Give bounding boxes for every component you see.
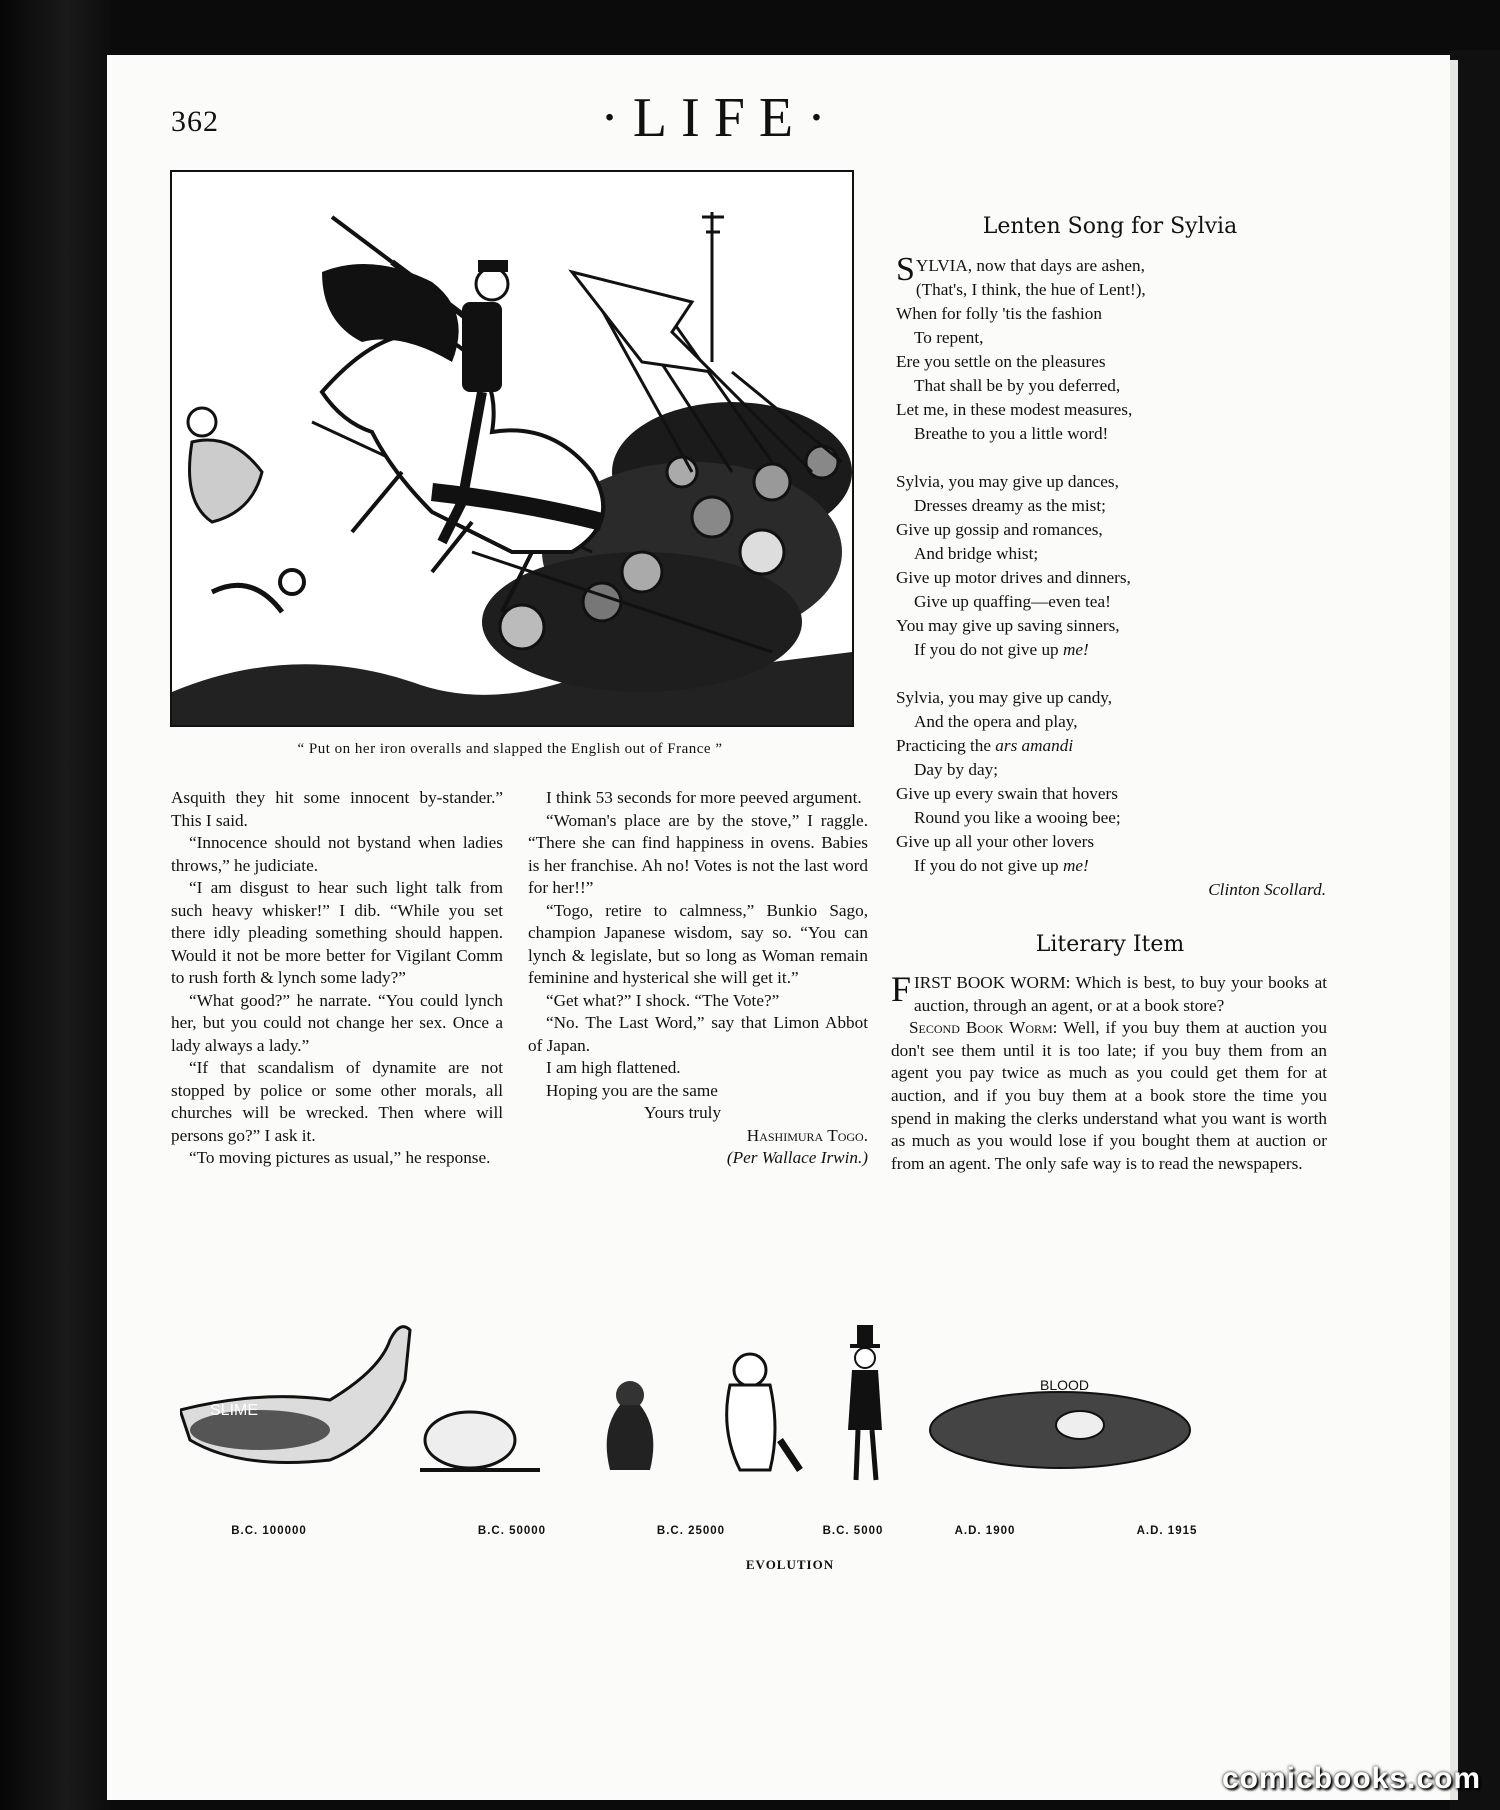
page-number: 362 xyxy=(171,105,219,138)
watermark: comicbooks.com xyxy=(1222,1762,1482,1795)
article-column-2 xyxy=(528,787,868,1170)
blood-label: BLOOD xyxy=(1040,1377,1090,1393)
second-speaker: Second Book Worm: xyxy=(909,1018,1058,1038)
poem-line xyxy=(896,638,1336,662)
poem-line: When for folly 'tis the fashion xyxy=(896,304,1102,323)
cartoon-illustration xyxy=(170,170,854,727)
gentleman-in-top-hat xyxy=(848,1325,882,1480)
evolution-label: B.C. 100000 xyxy=(231,1525,307,1537)
poem-line: You may give up saving sinners, xyxy=(896,616,1120,635)
poem-line: Breathe to you a little word! xyxy=(914,424,1109,443)
evolution-label: B.C. 5000 xyxy=(822,1525,884,1537)
literary-item-paragraph-1 xyxy=(891,969,1328,1017)
evolution-illustration xyxy=(180,1320,1340,1520)
paragraph: Hoping you are the same xyxy=(546,1080,718,1100)
paragraph: “Get what?” I shock. “The Vote?” xyxy=(546,990,780,1010)
banner-flag xyxy=(572,272,712,372)
signoff-per: (Per Wallace Irwin.) xyxy=(726,1148,868,1167)
second-text: Well, if you buy them at auction you don't see them until it is too late; if you buy them from an agent you pay twice as much as you could get them for at auction, and if you buy them at a book store the time you spend in making the clerks understand what you want is worth as much as you would lose if you bought them at auction or from an agent. The only safe way is to read the newspapers. xyxy=(891,1018,1327,1173)
poem-line: Give up quaffing—even tea! xyxy=(914,592,1111,611)
poem-title: Lenten Song for Sylvia xyxy=(982,214,1238,239)
evolution-title: EVOLUTION xyxy=(745,1557,835,1572)
fleeing-knight xyxy=(188,408,304,612)
poem-emphasis: ars amandi xyxy=(995,736,1074,755)
cartoon-caption: “ Put on her iron overalls and slapped the English out of France ” xyxy=(297,741,723,757)
poem-line: Let me, in these modest measures, xyxy=(896,400,1133,419)
poem-line xyxy=(896,734,1336,758)
poem-dropcap: S xyxy=(896,251,915,288)
poem-line: Sylvia, you may give up dances, xyxy=(896,472,1119,491)
slime-pool xyxy=(180,1327,410,1463)
poem-line: And the opera and play, xyxy=(914,712,1078,731)
slime-label: SLIME xyxy=(210,1402,259,1419)
literary-item-title: Literary Item xyxy=(1035,932,1185,957)
poem-line: Give up gossip and romances, xyxy=(896,520,1103,539)
paragraph: “No. The Last Word,” say that Limon Abbot of Japan. xyxy=(528,1013,868,1055)
paragraph: “I am disgust to hear such light talk from such heavy whisker!” I dib. “While you set there idly pleading something should happen. Would it not be more better for Vigilant Comm to rush forth & lynch some lady?” xyxy=(171,878,503,987)
poem-line: And bridge whist; xyxy=(914,544,1039,563)
article-column-1 xyxy=(171,787,503,1170)
poem-line: To repent, xyxy=(914,328,984,347)
poem-line: Ere you settle on the pleasures xyxy=(896,352,1106,371)
signoff-name: Hashimura Togo. xyxy=(746,1125,868,1145)
poem-line: Give up motor drives and dinners, xyxy=(896,568,1131,587)
paragraph: Asquith they hit some innocent by-stander.” This I said. xyxy=(171,788,503,830)
evolution-drawing xyxy=(180,1320,1340,1520)
poem-stanza-2 xyxy=(896,470,1336,662)
paragraph: “To moving pictures as usual,” he response. xyxy=(189,1148,491,1167)
paragraph: I think 53 seconds for more peeved argument. xyxy=(546,788,862,807)
poem-stanza-3 xyxy=(896,686,1336,902)
crouching-creature xyxy=(420,1412,540,1470)
poem-emphasis: me! xyxy=(1062,856,1089,875)
poem-line: Give up all your other lovers xyxy=(896,832,1095,851)
poem xyxy=(896,251,1336,926)
poem-line: That shall be by you deferred, xyxy=(914,376,1121,395)
ape-figure xyxy=(607,1381,654,1470)
paragraph: I am high flattened. xyxy=(546,1058,681,1077)
poem-emphasis: me! xyxy=(1062,640,1089,659)
poem-stanza-1 xyxy=(896,251,1336,446)
raised-sword xyxy=(332,217,392,262)
page-edge xyxy=(1450,60,1458,1800)
poem-line-text: If you do not give up xyxy=(914,640,1063,659)
paragraph: “Togo, retire to calmness,” Bunkio Sago, champion Japanese wisdom, say so. “You can lynch & legislate, but so long as Woman remain feminine and hysterical she will get it.” xyxy=(528,900,868,987)
first-speaker: IRST BOOK WORM: xyxy=(914,973,1071,992)
poem-author: Clinton Scollard. xyxy=(1208,880,1326,899)
poem-line xyxy=(896,854,1336,878)
first-text: Which is best, to buy your books at auction, through an agent, or at a book store? xyxy=(914,973,1328,1015)
literary-item-paragraph-2 xyxy=(891,1017,1327,1175)
paragraph: “What good?” he narrate. “You could lynch her, but you could not change her sex. Once a lady always a lady.” xyxy=(171,990,503,1055)
signoff-yours: Yours truly xyxy=(644,1103,722,1122)
scan-border-left xyxy=(0,0,110,1810)
paragraph: “If that scandalism of dynamite are not stopped by police or some other morals, all churches will be wrecked. Then where will persons go?” I ask it. xyxy=(171,1058,503,1145)
poem-line: Give up every swain that hovers xyxy=(896,784,1118,803)
masthead: ·LIFE· xyxy=(600,87,840,149)
artist-signature xyxy=(702,212,724,362)
paragraph: “Woman's place are by the stove,” I raggle. “There she can find happiness in ovens. Babies is her franchise. Ah no! Votes is not the last word for her!!” xyxy=(528,810,868,897)
poem-line: Day by day; xyxy=(914,760,999,779)
poem-line: Round you like a wooing bee; xyxy=(914,808,1121,827)
poem-line-text: Practicing the xyxy=(896,736,996,755)
poem-line: Dresses dreamy as the mist; xyxy=(914,496,1106,515)
poem-line: Sylvia, you may give up candy, xyxy=(896,688,1113,707)
caveman-with-club xyxy=(727,1354,800,1470)
literary-item-text xyxy=(891,969,1328,1175)
evolution-label: A.D. 1915 xyxy=(1136,1525,1198,1537)
evolution-label: B.C. 25000 xyxy=(656,1525,726,1537)
evolution-label: A.D. 1900 xyxy=(954,1525,1016,1537)
evolution-label: B.C. 50000 xyxy=(477,1525,547,1537)
literary-item-dropcap: F xyxy=(891,969,912,1009)
blood-pool xyxy=(930,1377,1190,1468)
poem-line: (That's, I think, the hue of Lent!), xyxy=(915,280,1146,299)
poem-line-text: If you do not give up xyxy=(914,856,1063,875)
paragraph: “Innocence should not bystand when ladies throws,” he judiciate. xyxy=(171,833,503,875)
poem-line: YLVIA, now that days are ashen, xyxy=(915,256,1145,275)
cartoon-drawing xyxy=(172,172,852,725)
